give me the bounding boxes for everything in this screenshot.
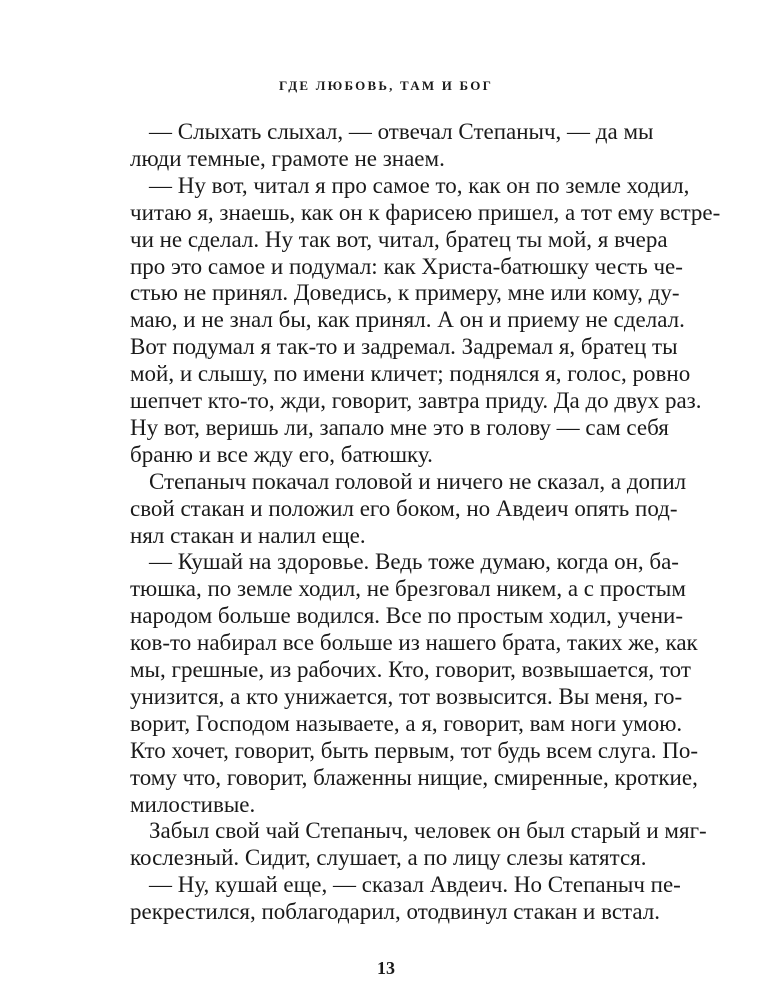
text-line: свой стакан и положил его боком, но Авдеич опять под-	[130, 495, 678, 521]
text-line: унизится, а кто унижается, тот возвысится. Вы меня, го-	[130, 683, 683, 709]
text-line: Степаныч покачал головой и ничего не сказал, а допил	[149, 468, 687, 494]
text-line: чи не сделал. Ну так вот, читал, братец ты мой, я вчера	[130, 226, 668, 252]
text-line: Вот подумал я так-то и задремал. Задремал я, братец ты	[130, 334, 678, 360]
text-line: рекрестился, поблагодарил, отодвинул стакан и встал.	[130, 899, 660, 925]
text-line: нял стакан и налил еще.	[130, 522, 366, 548]
text-line: люди темные, грамоте не знаем.	[130, 145, 445, 171]
text-line: — Слыхать слыхал, — отвечал Степаныч, — да мы	[149, 119, 654, 144]
text-line: Ну вот, веришь ли, запало мне это в голову — сам себя	[130, 414, 669, 440]
text-line: мой, и слышу, по имени кличет; поднялся я, голос, ровно	[130, 361, 691, 387]
text-line: шепчет кто-то, жди, говорит, завтра приду. Да до двух раз.	[130, 388, 702, 413]
text-line: Кто хочет, говорит, быть первым, тот будь всем слуга. По-	[130, 737, 699, 763]
text-line: Забыл свой чай Степаныч, человек он был старый и мяг-	[149, 818, 707, 844]
text-line: кослезный. Сидит, слушает, а по лицу слезы катятся.	[130, 845, 647, 871]
text-line: тюшка, по земле ходил, не брезговал никем, а с простым	[130, 576, 686, 602]
text-line: читаю я, знаешь, как он к фарисею пришел, а тот ему встре-	[130, 199, 721, 225]
text-line: — Кушай на здоровье. Ведь тоже думаю, когда он, ба-	[149, 549, 679, 575]
text-line: — Ну вот, читал я про самое то, как он по земле ходил,	[149, 172, 690, 198]
text-line: браню и все жду его, батюшку.	[130, 441, 433, 467]
page-number: 13	[377, 958, 395, 978]
text-line: маю, и не знал бы, как принял. А он и приему не сделал.	[130, 307, 685, 333]
text-line: тому что, говорит, блаженны нищие, смиренные, кроткие,	[130, 764, 698, 790]
text-line: народом больше водился. Все по простым ходил, учени-	[130, 603, 684, 629]
text-line: про это самое и подумал: как Христа-батюшку честь че-	[130, 253, 683, 279]
text-line: милостивые.	[130, 791, 256, 817]
running-head: ГДЕ ЛЮБОВЬ, ТАМ И БОГ	[278, 78, 494, 93]
text-line: — Ну, кушай еще, — сказал Авдеич. Но Степаныч пе-	[149, 872, 681, 898]
text-line: мы, грешные, из рабочих. Кто, говорит, возвышается, тот	[130, 657, 691, 682]
text-line: ков-то набирал все больше из нашего брата, таких же, как	[130, 630, 698, 656]
text-line: стью не принял. Доведись, к примеру, мне или кому, ду-	[130, 280, 680, 306]
text-line: ворит, Господом называете, а я, говорит, вам ноги умою.	[130, 710, 683, 736]
